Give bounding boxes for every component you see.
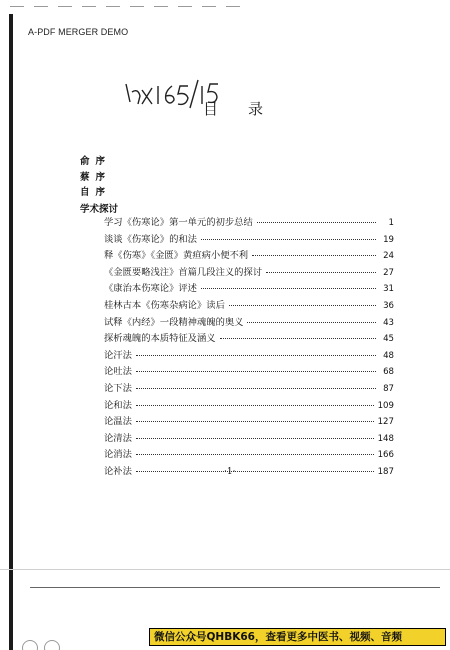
toc-entry-page: 43 — [383, 317, 394, 328]
toc-entry-page: 1 — [388, 218, 394, 228]
watermark: A-PDF MERGER DEMO — [28, 27, 129, 37]
wechat-banner[interactable]: 微信公众号QHBK66，查看更多中医书、视频、音频 — [149, 628, 446, 646]
leader-dots — [136, 405, 374, 406]
toc-entry-page: 148 — [377, 433, 394, 444]
toc-entry-title: 论下法 — [104, 382, 132, 394]
page-title: 目录 — [203, 100, 294, 118]
leader-dots — [136, 471, 374, 472]
leader-dots — [257, 222, 376, 223]
toc-entry-page: 36 — [383, 300, 394, 311]
toc-entry-page: 48 — [383, 350, 394, 361]
toc-entry-title: 论补法 — [104, 465, 132, 477]
toc-entry-title: 试释《内经》一段精神魂魄的奥义 — [104, 316, 244, 328]
toc-entry — [104, 397, 394, 414]
toc-entry — [104, 413, 394, 430]
toc-entry-page: 31 — [383, 284, 394, 295]
preface-item: 俞序 — [80, 156, 112, 167]
leader-dots — [220, 338, 376, 339]
page-edge — [9, 566, 13, 650]
leader-dots — [201, 288, 376, 289]
toc-entry-title: 桂林古本《伤寒杂病论》读后 — [104, 299, 225, 311]
leader-dots — [136, 421, 374, 422]
toc-entry-page: 87 — [383, 383, 394, 394]
toc-entry — [104, 264, 394, 281]
toc-entry-page: 27 — [383, 267, 394, 278]
preface-item: 自序 — [80, 187, 112, 198]
toc-entry — [104, 231, 394, 248]
toc-entry-page: 68 — [383, 367, 394, 378]
top-dash-rule — [0, 0, 450, 12]
leader-dots — [201, 239, 376, 240]
toc-entry — [104, 314, 394, 331]
toc-entry-page: 127 — [377, 417, 394, 428]
toc-entry-title: 探析魂魄的本质特征及涵义 — [104, 333, 216, 345]
section-heading: 学术探讨 — [80, 204, 119, 215]
leader-dots — [266, 272, 376, 273]
toc-entry-page: 19 — [383, 234, 394, 245]
divider — [30, 587, 440, 588]
toc-entry-page: 166 — [377, 450, 394, 461]
preface-list — [80, 154, 111, 201]
toc-entry-title: 学习《伤寒论》第一单元的初步总结 — [104, 217, 253, 228]
toc-entry-title: 《康治本伤寒论》评述 — [104, 283, 197, 295]
toc-entry — [104, 247, 394, 264]
toc-entry-title: 释《伤寒》《金匮》黄疸病小便不利 — [104, 250, 249, 262]
preface-item: 蔡序 — [80, 171, 112, 183]
toc-entry — [104, 463, 394, 480]
toc-entry-title: 论汗法 — [104, 349, 132, 361]
toc-entry-title: 《金匮要略浅注》首篇几段注义的探讨 — [104, 266, 263, 278]
toc-entry-page: 45 — [383, 334, 394, 345]
toc-entry — [104, 330, 394, 347]
toc-entry-title: 论温法 — [104, 416, 132, 428]
table-of-contents — [104, 214, 394, 480]
toc-entry — [104, 297, 394, 314]
page-number: ·1· — [224, 467, 236, 477]
toc-entry — [104, 214, 394, 231]
toc-entry-title: 论和法 — [104, 399, 132, 411]
toc-entry — [104, 380, 394, 397]
leader-dots — [247, 322, 376, 323]
leader-dots — [136, 371, 376, 372]
toc-entry — [104, 363, 394, 380]
toc-entry-title: 论清法 — [104, 432, 132, 444]
leader-dots — [136, 438, 374, 439]
toc-entry-page: 24 — [383, 251, 394, 262]
leader-dots — [136, 454, 374, 455]
toc-entry — [104, 280, 394, 297]
toc-entry-page: 109 — [377, 400, 394, 411]
toc-entry-page: 187 — [377, 466, 394, 477]
toc-entry — [104, 446, 394, 463]
leader-dots — [229, 305, 376, 306]
toc-entry-title: 谈谈《伤寒论》的和法 — [104, 233, 197, 245]
leader-dots — [252, 255, 376, 256]
toc-entry-title: 论消法 — [104, 449, 132, 461]
toc-entry-title: 论吐法 — [104, 366, 132, 378]
page-gap-line — [0, 569, 450, 570]
leader-dots — [136, 388, 376, 389]
toc-entry — [104, 430, 394, 447]
leader-dots — [136, 355, 376, 356]
toc-entry — [104, 347, 394, 364]
